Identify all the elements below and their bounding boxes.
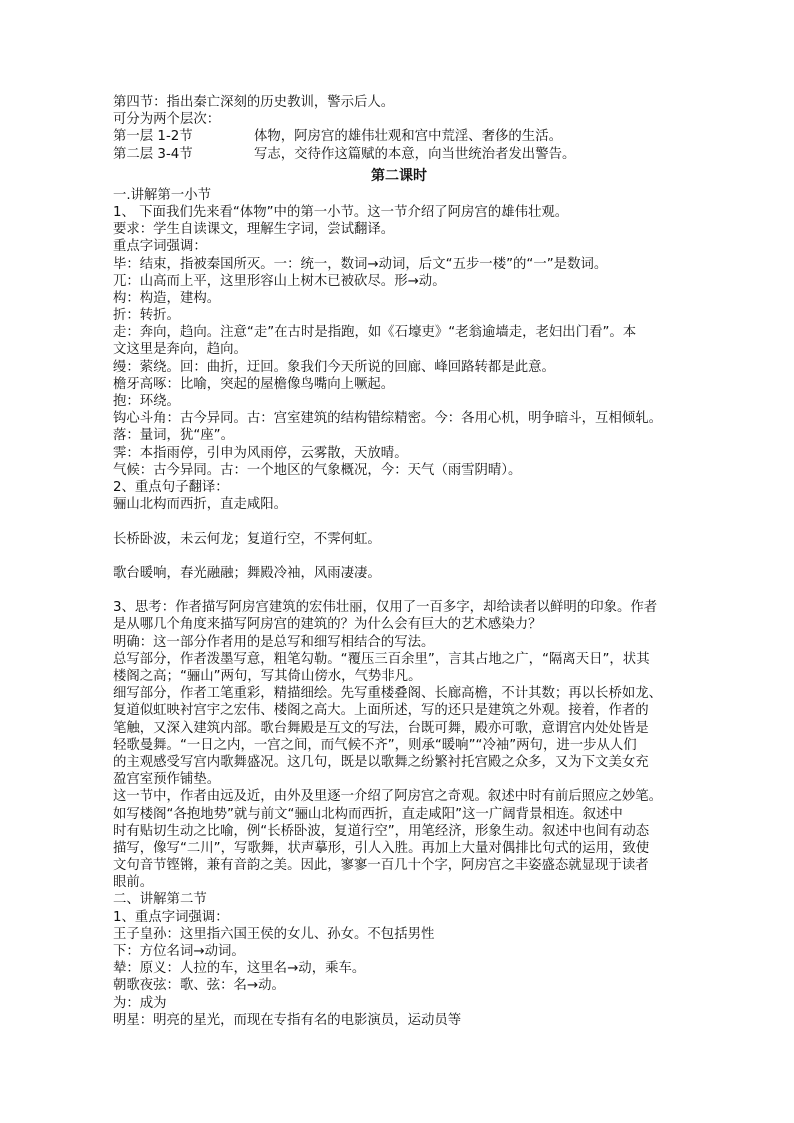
blank-line <box>113 548 685 565</box>
part1-vocab-list <box>113 256 685 479</box>
blank-line <box>113 582 685 599</box>
document-page <box>113 94 685 1029</box>
analysis-line: 眼前。 <box>113 875 154 891</box>
analysis-line: 是从哪几个角度来描写阿房宫的建筑的？为什么会有巨大的艺术感染力？ <box>113 617 542 633</box>
level2-row <box>113 146 685 163</box>
analysis-line: 盈宫室预作铺垫。 <box>113 772 221 788</box>
vocab-line: 落：量词，犹“座”。 <box>113 428 234 444</box>
vocab-line: 檐牙高啄：比喻，突起的屋檐像鸟嘴向上噘起。 <box>113 376 395 392</box>
level2-label: 第二层 3-4节 <box>113 146 193 162</box>
sentence-2: 长桥卧波，未云何龙；复道行空，不霁何虹。 <box>113 531 381 547</box>
analysis-line: 复道似虹映衬宫宇之宏伟、楼阁之高大。上面所述，写的还只是建筑之外观。接着，作者的 <box>113 703 649 719</box>
level1-text: 体物，阿房宫的雄伟壮观和宫中荒淫、奢侈的生活。 <box>254 129 562 145</box>
analysis-line: 3、思考：作者描写阿房宫建筑的宏伟壮丽，仅用了一百多字，却给读者以鲜明的印象。作者 <box>113 600 658 616</box>
analysis-line: 总写部分，作者泼墨写意，粗笔勾勒。“覆压三百余里”，言其占地之广，“隔离天日”，状其 <box>113 651 650 667</box>
part2-heading: 二、讲解第二节 <box>113 892 207 908</box>
vocab-line: 构：构造，建构。 <box>113 290 221 306</box>
part1-heading: 一.讲解第一小节 <box>113 187 211 203</box>
sentence-1: 骊山北构而西折，直走咸阳。 <box>113 497 288 513</box>
analysis-line: 的主观感受写宫内歌舞盛况。这几句，既是以歌舞之纷繁衬托宫殿之众多，又为下文美女充 <box>113 754 649 770</box>
analysis-line: 时有贴切生动之比喻，例“长桥卧波，复道行空”，用笔经济，形象生动。叙述中也间有动态 <box>113 823 650 839</box>
vocab-line: 王子皇孙：这里指六国王侯的女儿、孙女。不包括男性 <box>113 926 435 942</box>
vocab-line: 为：成为 <box>113 995 167 1011</box>
vocab-line: 文这里是奔向，趋向。 <box>113 342 247 358</box>
vocab-line: 辇：原义：人拉的车，这里名→动，乘车。 <box>113 961 366 977</box>
level1-label: 第一层 1-2节 <box>113 129 193 145</box>
vocab-line: 缦：萦绕。回：曲折，迂回。象我们今天所说的回廊、峰回路转都是此意。 <box>113 359 555 375</box>
vocab-line: 抱：环绕。 <box>113 394 180 409</box>
analysis-line: 轻歌曼舞。“一日之内，一宫之间，而气候不齐”，则承“暖响”“冷袖”两句，进一步从人们 <box>113 737 637 753</box>
analysis-line: 笔触，又深入建筑内部。歌台舞殿是互文的写法，台既可舞，殿亦可歌，意谓宫内处处皆是 <box>113 720 649 736</box>
analysis-line: 这一节中，作者由远及近，由外及里逐一介绍了阿房宫之奇观。叙述中时有前后照应之妙笔。 <box>113 789 663 805</box>
analysis-line: 文句音节铿锵，兼有音韵之美。因此，寥寥一百几十个字，阿房宫之丰姿盛态就显现于读者 <box>113 858 649 874</box>
part2-key-words-heading: 1、重点字词强调： <box>113 909 229 925</box>
analysis-line: 明确：这一部分作者用的是总写和细写相结合的写法。 <box>113 634 435 650</box>
analysis-line: 楼阁之高；“骊山”两句，写其倚山傍水，气势非凡。 <box>113 669 422 684</box>
level1-row <box>113 128 685 145</box>
analysis-line: 描写，像写“二川”，写歌舞，状声摹形，引人入胜。再加上大量对偶排比句式的运用，致使 <box>113 840 650 856</box>
vocab-line: 霁：本指雨停，引申为风雨停，云雾散，天放晴。 <box>113 445 408 461</box>
blank-line <box>113 513 685 530</box>
part1-requirement: 要求：学生自读课文，理解生字词，尝试翻译。 <box>113 222 395 238</box>
analysis-line: 细写部分，作者工笔重彩，精描细绘。先写重楼叠阁、长廊高檐，不计其数；再以长桥如龙、 <box>113 686 663 702</box>
sentences-heading: 2、重点句子翻译： <box>113 479 229 495</box>
sentence-3: 歌台暖响，春光融融；舞殿冷袖，风雨凄凄。 <box>113 565 381 581</box>
lesson-title: 第二课时 <box>371 167 427 184</box>
vocab-line: 下：方位名词→动词。 <box>113 944 245 959</box>
vocab-line: 钩心斗角：古今异同。古：宫室建筑的结构错综精密。今：各用心机，明争暗斗，互相倾轧。 <box>113 411 663 427</box>
two-levels-line: 可分为两个层次： <box>113 112 221 128</box>
analysis-line: 如写楼阁“各抱地势”就与前文“骊山北构而西折，直走咸阳”这一广阔背景相连。叙述中 <box>113 806 623 822</box>
part2-vocab-list <box>113 926 685 1029</box>
vocab-line: 折：转折。 <box>113 308 180 324</box>
vocab-line: 毕：结束，指被秦国所灭。一：统一，数词→动词，后文“五步一楼”的“一”是数词。 <box>113 256 608 272</box>
vocab-line: 气候：古今异同。古：一个地区的气象概况，今：天气（雨雪阴晴）。 <box>113 462 522 478</box>
vocab-line: 明星：明亮的星光，而现在专指有名的电影演员，运动员等 <box>113 1012 462 1028</box>
section4-line: 第四节：指出秦亡深刻的历史教训，警示后人。 <box>113 95 395 110</box>
analysis-block <box>113 599 685 891</box>
vocab-line: 兀：山高而上平，这里形容山上树木已被砍尽。形→动。 <box>113 273 446 289</box>
level2-text: 写志，交待作这篇赋的本意，向当世统治者发出警告。 <box>254 146 576 162</box>
part1-key-words-heading: 重点字词强调： <box>113 239 207 255</box>
vocab-line: 走：奔向，趋向。注意“走”在古时是指跑，如《石壕吏》“老翁逾墙走，老妇出门看”。本 <box>113 325 637 341</box>
vocab-line: 朝歌夜弦：歌、弦：名→动。 <box>113 978 285 994</box>
part1-intro: 1、 下面我们先来看“体物”中的第一小节。这一节介绍了阿房宫的雄伟壮观。 <box>113 204 569 220</box>
